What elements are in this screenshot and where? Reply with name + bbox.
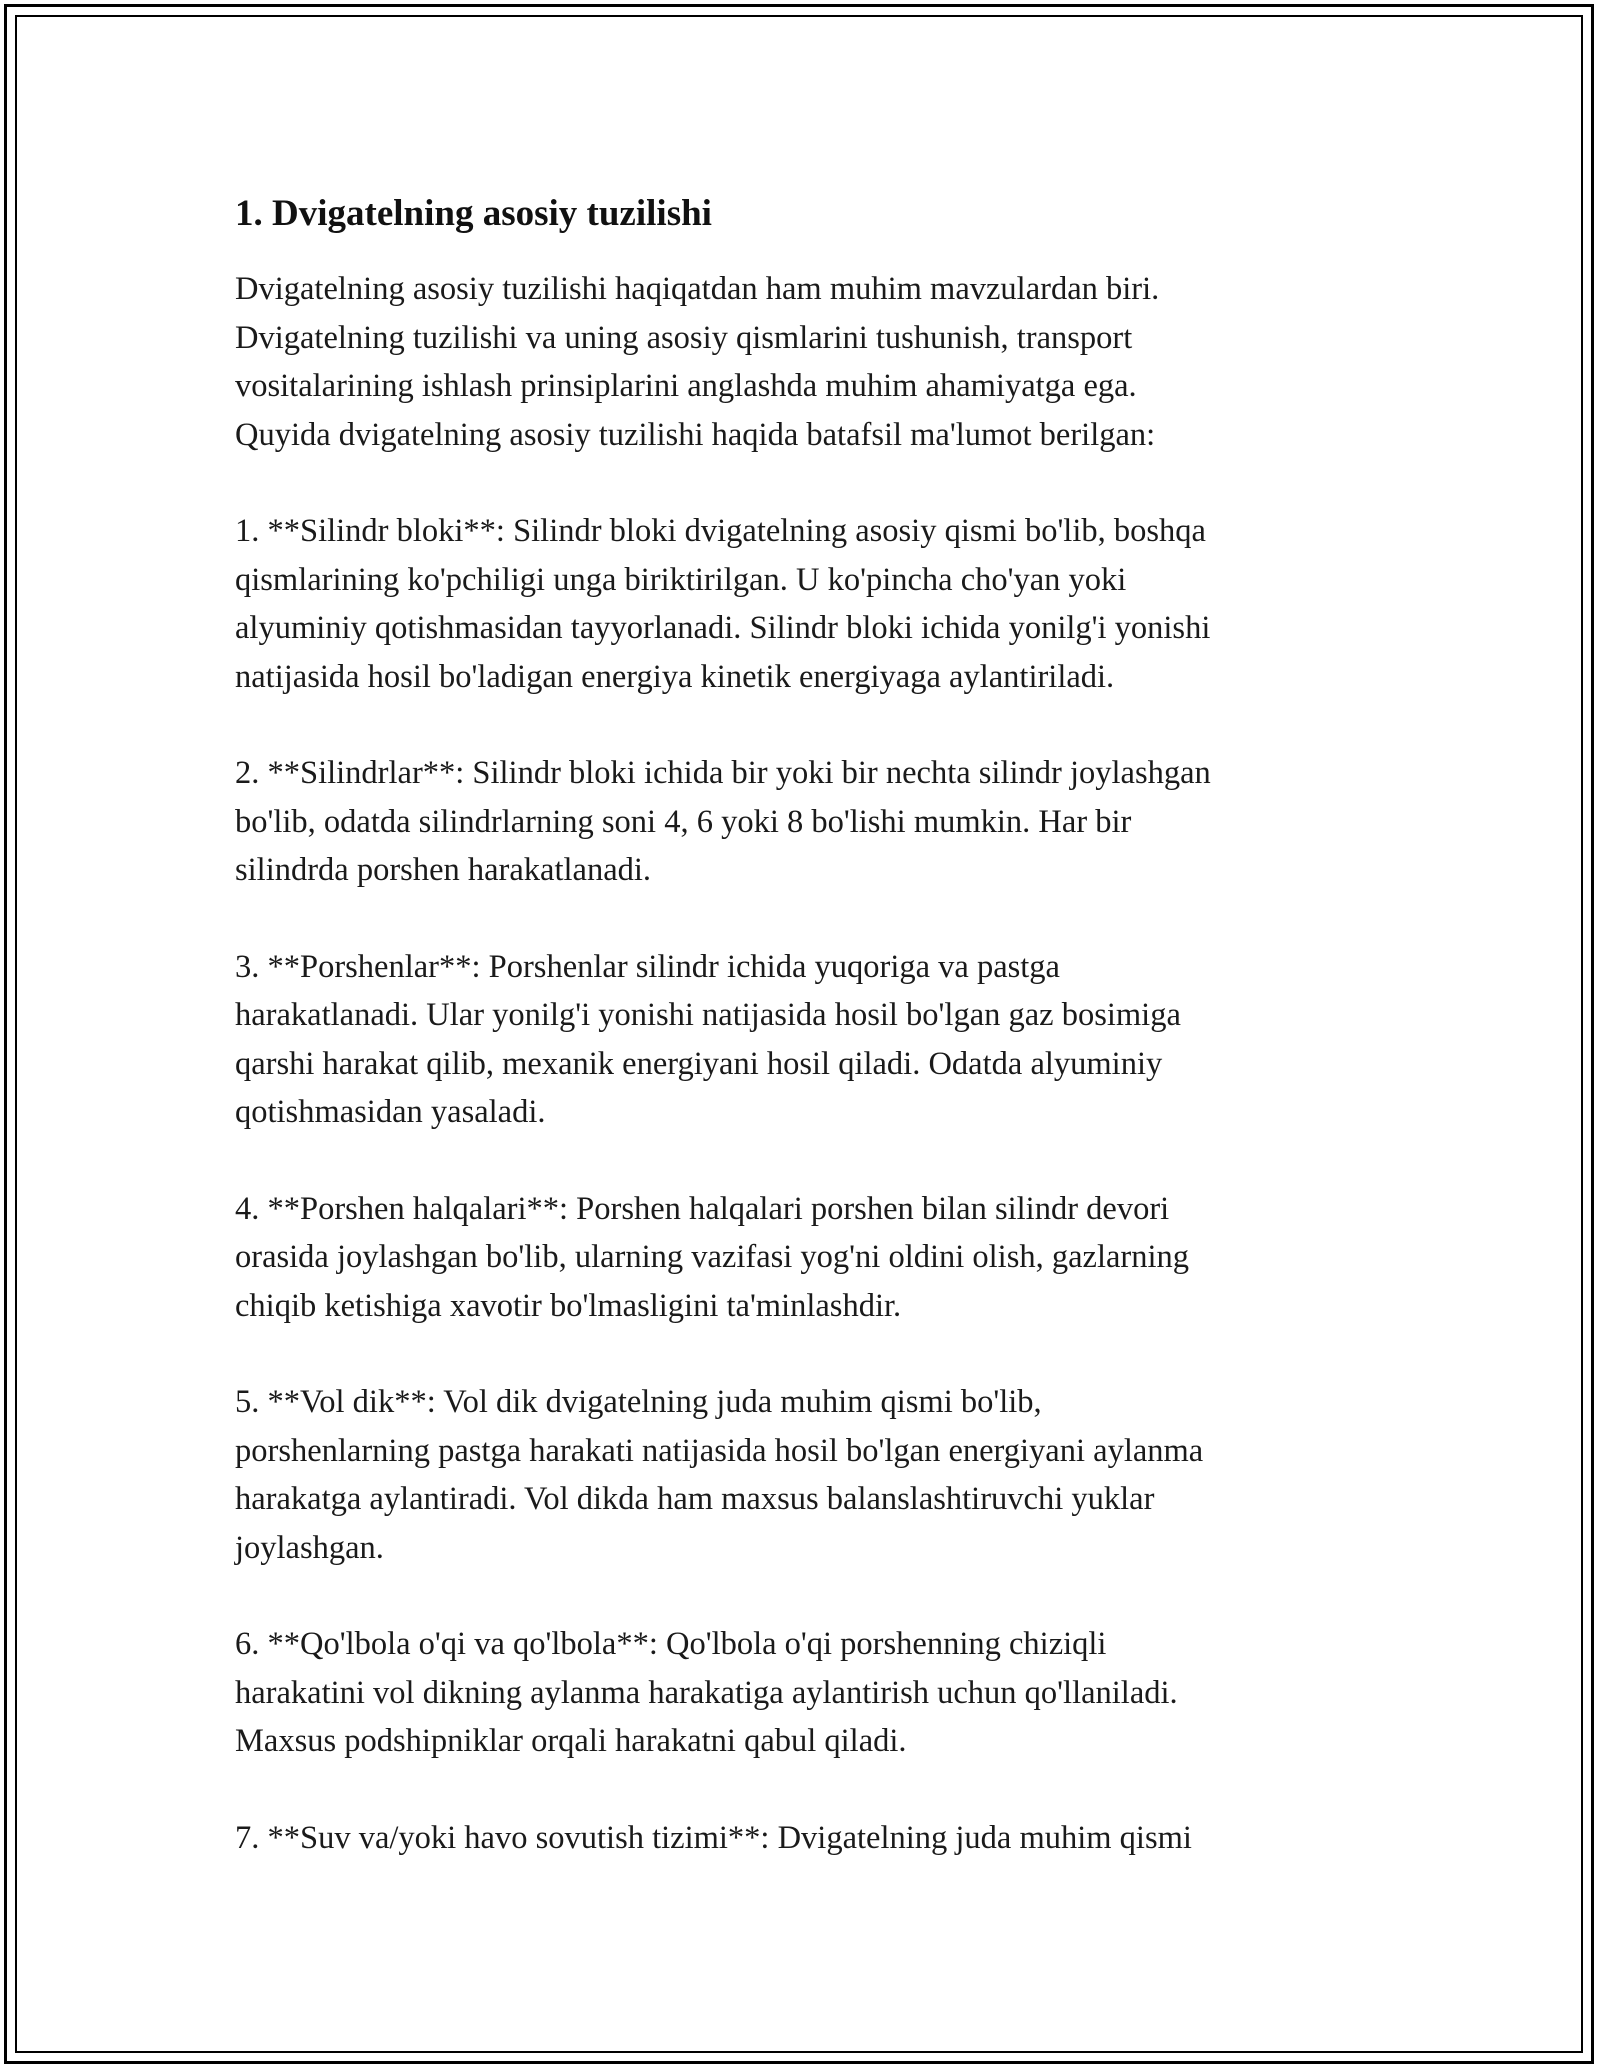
paragraph-porshen-halqalari: 4. **Porshen halqalari**: Porshen halqalari porshen bilan silindr devori orasida joylashgan bo'lib, ularning vazifasi yog'ni oldini olish, gazlarning chiqib ketishiga xavotir bo'lmasligini ta'minlashdir. xyxy=(235,1190,1190,1324)
paragraph-sovutish-tizimi: 7. **Suv va/yoki havo sovutish tizimi**: Dvigatelning juda muhim qismi xyxy=(235,1819,1192,1856)
section-heading: 1. Dvigatelning asosiy tuzilishi xyxy=(235,193,712,234)
paragraph-silindr-bloki: 1. **Silindr bloki**: Silindr bloki dvigatelning asosiy qismi bo'lib, boshqa qismlarining ko'pchiligi unga biriktirilgan. U ko'pincha cho'yan yoki alyuminiy qotishmasidan tayyorlanadi. Silindr bloki ichida yonilg'i yonishi natijasida hosil bo'ladigan energiya kinetik energiyaga aylantiriladi. xyxy=(235,513,1211,695)
paragraph-silindrlar: 2. **Silindrlar**: Silindr bloki ichida bir yoki bir nechta silindr joylashgan bo'lib, odatda silindrlarning soni 4, 6 yoki 8 bo'lishi mumkin. Har bir silindrda porshen harakatlanadi. xyxy=(235,755,1211,888)
paragraph-vol-dik: 5. **Vol dik**: Vol dik dvigatelning juda muhim qismi bo'lib, porshenlarning pastga harakati natijasida hosil bo'lgan energiyani aylanma harakatga aylantiradi. Vol dikda ham maxsus balanslashtiruvchi yuklar joylashgan. xyxy=(235,1384,1204,1566)
document-body xyxy=(235,185,1365,1910)
paragraph-porshenlar: 3. **Porshenlar**: Porshenlar silindr ichida yuqoriga va pastga harakatlanadi. Ular yonilg'i yonishi natijasida hosil bo'lgan gaz bosimiga qarshi harakat qilib, mexanik energiyani hosil qiladi. Odatda alyuminiy qotishmasidan yasaladi. xyxy=(235,948,1181,1130)
intro-paragraph: Dvigatelning asosiy tuzilishi haqiqatdan ham muhim mavzulardan biri. Dvigatelning tuzilishi va uning asosiy qismlarini tushunish, transport vositalarining ishlash prinsiplarini anglashda muhim ahamiyatga ega. Quyida dvigatelning asosiy tuzilishi haqida batafsil ma'lumot berilgan: xyxy=(235,271,1160,453)
paragraph-qolbola: 6. **Qo'lbola o'qi va qo'lbola**: Qo'lbola o'qi porshenning chiziqli harakatini vol dikning aylanma harakatiga aylantirish uchun qo'llaniladi. Maxsus podshipniklar orqali harakatni qabul qiladi. xyxy=(235,1626,1178,1759)
